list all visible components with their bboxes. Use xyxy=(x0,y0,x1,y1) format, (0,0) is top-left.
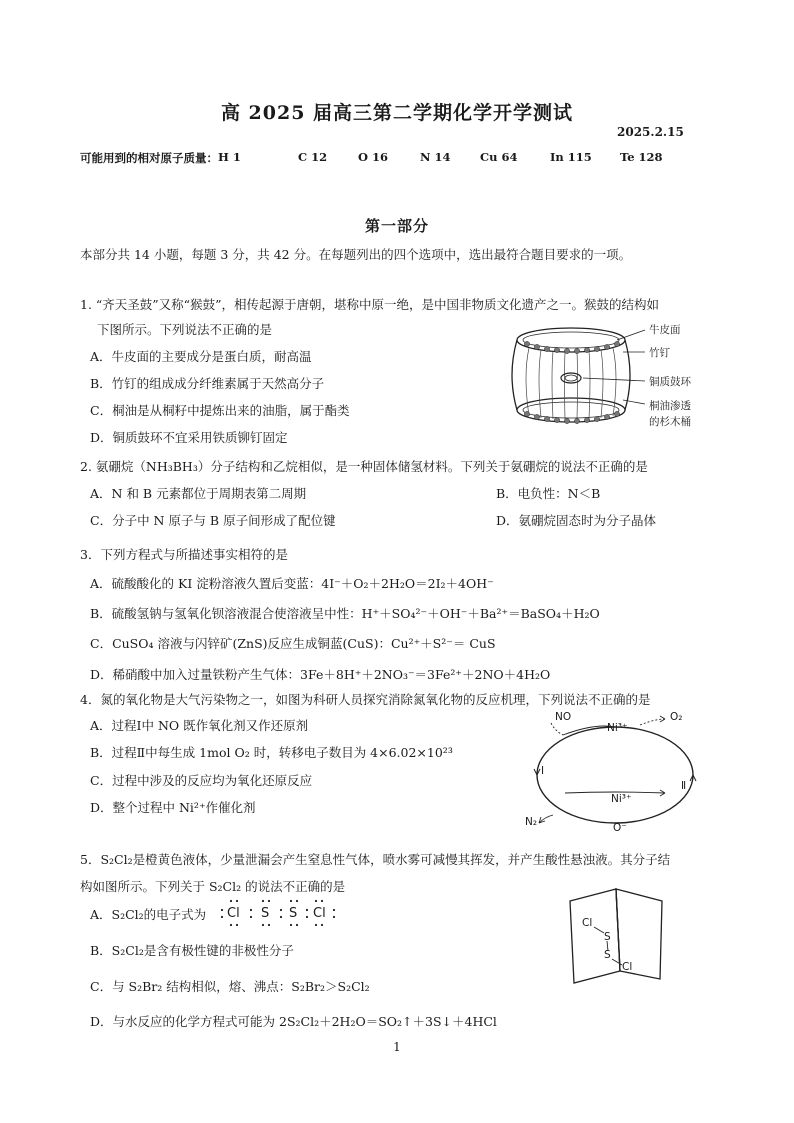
q1-stem-line1: 1. “齐天圣鼓”又称“猴鼓”，相传起源于唐朝，堪称中原一绝，是中国非物质文化遗产之一。猴鼓的结构如 xyxy=(80,297,659,312)
exam-date: 2025.2.15 xyxy=(617,125,684,139)
lewis-atom-s-1: S xyxy=(261,906,270,921)
cycle-label-o-minus: O⁻ xyxy=(613,822,627,834)
drum-label-tung-oil: 桐油渗透 xyxy=(649,400,691,412)
cycle-label-no: NO xyxy=(555,711,572,723)
q3-stem: 3．下列方程式与所描述事实相符的是 xyxy=(80,547,288,562)
page-number: 1 xyxy=(393,1040,401,1054)
mass-c: C 12 xyxy=(298,150,328,164)
s2cl2-label-cl-1: Cl xyxy=(582,917,593,929)
q3-option-a: A．硫酸酸化的 KI 淀粉溶液久置后变蓝：4I⁻＋O₂＋2H₂O＝2I₂＋4OH⁻ xyxy=(90,576,494,591)
mass-in: In 115 xyxy=(550,150,592,164)
q4-option-a: A．过程Ⅰ中 NO 既作氧化剂又作还原剂 xyxy=(90,718,309,733)
q4-option-b: B．过程Ⅱ中每生成 1mol O₂ 时，转移电子数目为 4×6.02×10²³ xyxy=(90,745,453,760)
cycle-label-ni-top: Ni³⁺ xyxy=(607,722,628,734)
mass-te: Te 128 xyxy=(620,150,663,164)
atomic-masses-line xyxy=(80,150,680,166)
q1-option-d: D．铜质鼓环不宜采用铁质铆钉固定 xyxy=(90,430,288,445)
mass-o: O 16 xyxy=(358,150,389,164)
q5-option-a: A．S₂Cl₂的电子式为 xyxy=(90,907,207,922)
atomic-masses-label: 可能用到的相对原子质量： xyxy=(80,151,218,165)
q3-option-d: D．稀硝酸中加入过量铁粉产生气体：3Fe＋8H⁺＋2NO₃⁻＝3Fe²⁺＋2NO＋4H₂O xyxy=(90,667,551,682)
q1-stem-line2: 下图所示。下列说法不正确的是 xyxy=(97,322,273,337)
mass-h: H 1 xyxy=(218,150,241,164)
cycle-label-ni-bottom: Ni³⁺ xyxy=(611,793,632,805)
q4-option-c: C．过程中涉及的反应均为氧化还原反应 xyxy=(90,773,313,788)
lewis-atom-s-2: S xyxy=(289,906,298,921)
drum-label-bamboo-nail: 竹钉 xyxy=(649,347,670,359)
cycle-label-o2: O₂ xyxy=(670,711,683,723)
exam-title: 高 2025 届高三第二学期化学开学测试 xyxy=(220,102,574,124)
drum-label-copper-ring: 铜质鼓环 xyxy=(649,376,691,388)
q5-stem-line1: 5．S₂Cl₂是橙黄色液体，少量泄漏会产生窒息性气体，喷水雾可减慢其挥发，并产生酸性悬浊液。其分子结 xyxy=(80,852,671,867)
mass-cu: Cu 64 xyxy=(480,150,518,164)
s2cl2-label-s-2: S xyxy=(604,949,611,961)
q5-option-c: C．与 S₂Br₂ 结构相似，熔、沸点：S₂Br₂＞S₂Cl₂ xyxy=(90,979,370,994)
lewis-atom-cl-1: Cl xyxy=(227,906,240,921)
q4-stem: 4．氮的氧化物是大气污染物之一，如图为科研人员探究消除氮氧化物的反应机理，下列说法不正确的是 xyxy=(80,692,651,707)
drum-label-fir-barrel: 的杉木桶 xyxy=(649,416,691,428)
lewis-electron-dots xyxy=(203,897,343,927)
q3-option-b: B．硫酸氢钠与氢氧化钡溶液混合使溶液呈中性：H⁺＋SO₄²⁻＋OH⁻＋Ba²⁺＝BaSO₄＋H₂O xyxy=(90,606,600,621)
q1-option-b: B．竹钉的组成成分纤维素属于天然高分子 xyxy=(90,376,325,391)
q1-option-a: A．牛皮面的主要成分是蛋白质，耐高温 xyxy=(90,349,312,364)
s2cl2-label-s-1: S xyxy=(604,931,611,943)
drum-label-cowhide: 牛皮面 xyxy=(649,324,681,336)
lewis-atom-cl-2: Cl xyxy=(313,906,326,921)
q2-option-b: B．电负性：N＜B xyxy=(496,486,601,501)
q1-option-c: C．桐油是从桐籽中提炼出来的油脂，属于酯类 xyxy=(90,403,350,418)
cycle-label-process-2: Ⅱ xyxy=(681,780,687,792)
mass-n: N 14 xyxy=(420,150,451,164)
reaction-cycle-figure xyxy=(515,705,715,835)
drum-figure xyxy=(505,318,705,433)
part-title: 第一部分 xyxy=(364,217,429,235)
s2cl2-lewis-structure xyxy=(203,897,343,927)
q2-stem: 2. 氨硼烷（NH₃BH₃）分子结构和乙烷相似，是一种固体储氢材料。下列关于氨硼烷的说法不正确的是 xyxy=(80,459,648,474)
cycle-label-n2: N₂ xyxy=(525,816,538,828)
s2cl2-label-cl-2: Cl xyxy=(622,961,633,973)
q5-stem-line2: 构如图所示。下列关于 S₂Cl₂ 的说法不正确的是 xyxy=(80,879,346,894)
part-instructions: 本部分共 14 小题，每题 3 分，共 42 分。在每题列出的四个选项中，选出最符合题目要求的一项。 xyxy=(80,247,632,262)
q2-option-a: A．N 和 B 元素都位于周期表第二周期 xyxy=(90,486,307,501)
q3-option-c: C．CuSO₄ 溶液与闪锌矿(ZnS)反应生成铜蓝(CuS)：Cu²⁺＋S²⁻＝ CuS xyxy=(90,636,496,651)
s2cl2-structure-figure xyxy=(560,883,680,988)
q5-option-b: B．S₂Cl₂是含有极性键的非极性分子 xyxy=(90,943,294,958)
q2-option-c: C．分子中 N 原子与 B 原子间形成了配位键 xyxy=(90,513,336,528)
cycle-label-process-1: Ⅰ xyxy=(541,765,545,777)
q4-option-d: D．整个过程中 Ni²⁺作催化剂 xyxy=(90,800,256,815)
q5-option-d: D．与水反应的化学方程式可能为 2S₂Cl₂＋2H₂O＝SO₂↑＋3S↓＋4HCl xyxy=(90,1014,497,1029)
q2-option-d: D．氨硼烷固态时为分子晶体 xyxy=(496,513,657,528)
